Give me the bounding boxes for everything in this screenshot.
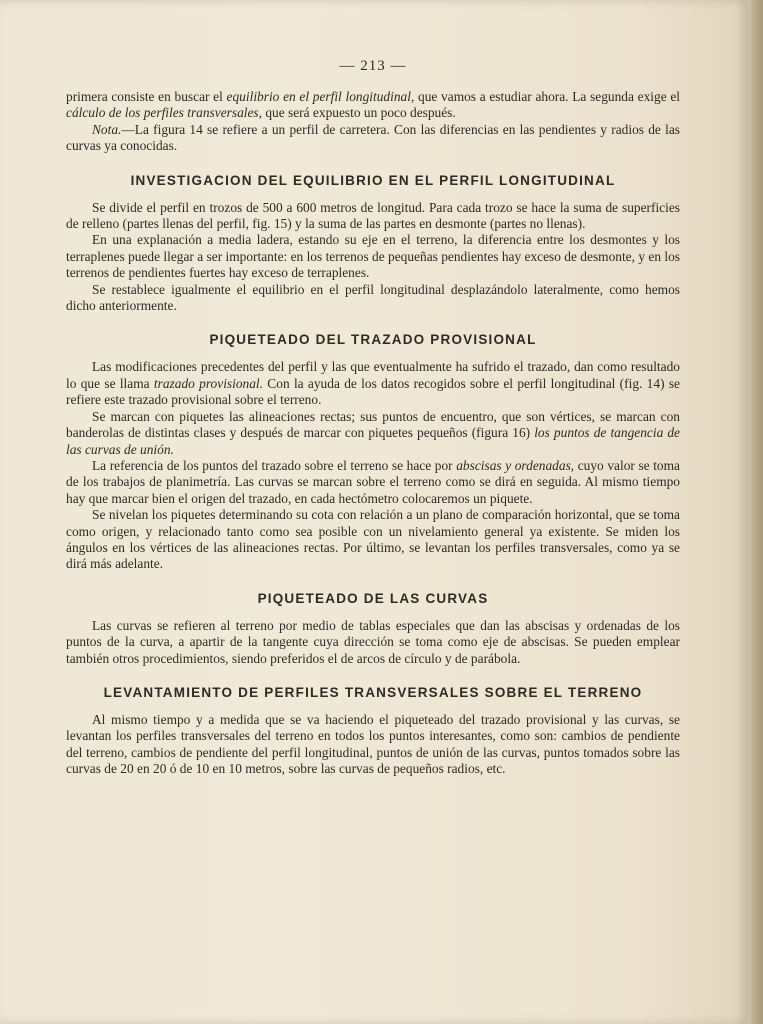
term-emphasis: abscisas y ordenadas,: [456, 457, 575, 473]
paragraph: Al mismo tiempo y a medida que se va haciendo el piqueteado del trazado provisional y las curvas, se levantan los perfiles transversales del terreno en todos los puntos interesantes, como son: cambios de pendiente del terreno, cambios de pendiente del perfil longitudinal, puntos de unión de las curvas, puntos tomados sobre las curvas de 20 en 20 ó de 10 en 10 metros, sobre las curvas de pequeños radios, etc.: [66, 711, 680, 777]
intro-text: primera consiste en buscar el: [66, 89, 227, 104]
section-heading: INVESTIGACION DEL EQUILIBRIO EN EL PERFIL LONGITUDINAL: [130, 172, 616, 188]
term-emphasis: los puntos de tangencia de las curvas de unión.: [66, 425, 681, 457]
note-label: Nota.: [92, 121, 122, 137]
note-text: —La figura 14 se refiere a un perfil de carretera. Con las diferencias en las pendientes y radios de las curvas ya conocidas.: [66, 121, 680, 154]
paragraph: En una explanación a media ladera, estando su eje en el terreno, la diferencia entre los desmontes y los terraplenes puede llegar a ser importante: en los terrenos de pequeñas pendientes hay exceso de desmonte, y en los terrenos de pendientes fuertes hay exceso de terraplenes.: [66, 232, 680, 281]
paragraph-text: cuyo valor se toma de los trabajos de planimetría. Las curvas se marcan sobre el terreno como se dirá en seguida. Al mismo tiempo hay que marcar bien el origen del trazado, en cada hectómetro colocaremos un piquete.: [66, 457, 680, 506]
intro-emphasis: cálculo de los perfiles transversales,: [66, 105, 262, 121]
page-content: [66, 58, 680, 778]
paragraph-text: La referencia de los puntos del trazado sobre el terreno se hace por: [92, 457, 457, 473]
paragraph: Se restablece igualmente el equilibrio en el perfil longitudinal desplazándolo lateralmente, como hemos dicho anteriormente.: [66, 281, 680, 314]
page-number: — 213 —: [339, 58, 407, 74]
paragraph-text: Con la ayuda de los datos recogidos sobre el perfil longitudinal (fig. 14) se refiere este trazado provisional sobre el terreno.: [66, 375, 680, 408]
paragraph-text: Se marcan con piquetes las alineaciones rectas; sus puntos de encuentro, que son vértices, se marcan con banderolas de distintas clases y después de marcar con piquetes pequeños (figura 16): [66, 408, 680, 441]
section-heading: PIQUETEADO DEL TRAZADO PROVISIONAL: [209, 332, 537, 348]
paragraph: Se divide el perfil en trozos de 500 a 600 metros de longitud. Para cada trozo se hace la suma de superficies de relleno (partes llenas del perfil, fig. 15) y la suma de las partes en desmonte (partes no llenas).: [66, 199, 680, 232]
term-emphasis: trazado provisional.: [153, 375, 263, 391]
paragraph-text: Las modificaciones precedentes del perfil y las que eventualmente ha sufrido el trazado, dan como resultado lo que se llama: [66, 359, 680, 391]
paragraph: [66, 359, 680, 408]
intro-text: que vamos a estudiar ahora. La segunda exige el: [414, 89, 681, 104]
paragraph: [66, 409, 680, 458]
adjacent-page-edge: [748, 0, 763, 1024]
paragraph: [66, 458, 680, 507]
intro-paragraph-2: [66, 122, 680, 155]
intro-paragraph-1: [66, 89, 680, 122]
section-heading: PIQUETEADO DE LAS CURVAS: [257, 590, 489, 606]
paragraph: Las curvas se refieren al terreno por medio de tablas especiales que dan las abscisas y ordenadas de los puntos de la curva, a apartir de la tangente cuya dirección se toma como eje de abscisas. Se pueden emplear también otros procedimientos, siendo preferidos el de arcos de círculo y de parábola.: [66, 617, 680, 666]
section-heading: LEVANTAMIENTO DE PERFILES TRANSVERSALES SOBRE EL TERRENO: [103, 684, 643, 700]
paragraph: Se nivelan los piquetes determinando su cota con relación a un plano de comparación horizontal, que se toma como origen, y relacionado tanto como sea posible con un nivelamiento general ya existente. Se miden los ángulos en los vértices de las alineaciones rectas. Por último, se levantan los perfiles transversales, como ya se dirá más adelante.: [66, 507, 680, 572]
intro-text: que será expuesto un poco después.: [262, 105, 456, 121]
intro-emphasis: equilibrio en el perfil longitudinal,: [226, 89, 415, 104]
